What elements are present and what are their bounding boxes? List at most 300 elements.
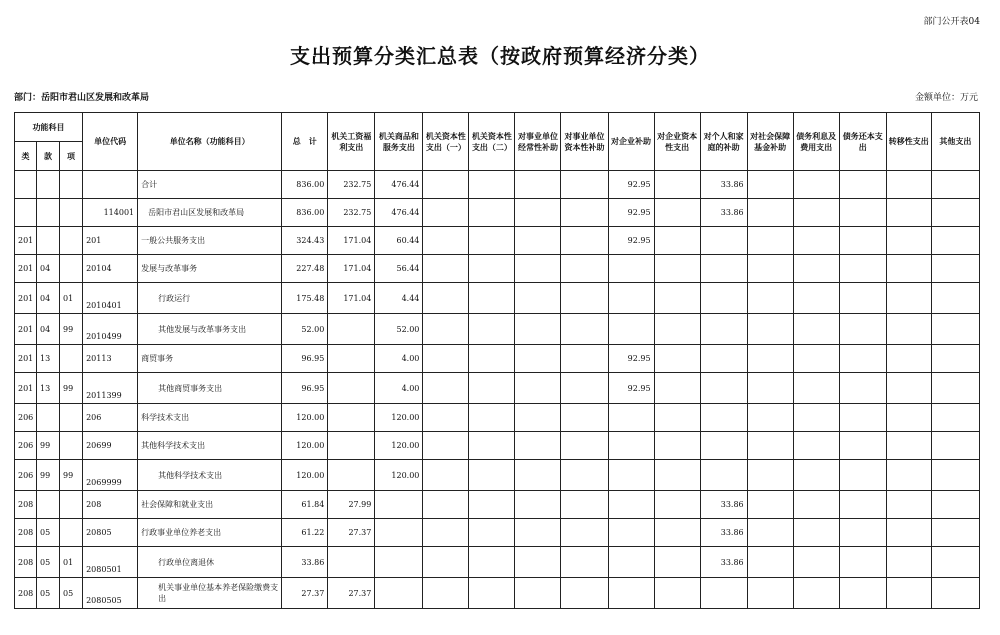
amount-cell xyxy=(469,404,515,432)
total-cell: 96.95 xyxy=(282,345,328,373)
unit-code-cell xyxy=(83,171,138,199)
amount-cell xyxy=(886,460,931,491)
amount-cell xyxy=(700,578,747,609)
lei-cell: 201 xyxy=(15,314,37,345)
amount-cell xyxy=(515,283,561,314)
amount-cell: 4.44 xyxy=(375,283,423,314)
amount-cell: 92.95 xyxy=(608,373,654,404)
total-cell: 61.22 xyxy=(282,519,328,547)
amount-cell xyxy=(886,171,931,199)
lei-cell xyxy=(15,199,37,227)
kuan-cell: 13 xyxy=(37,345,60,373)
amount-cell xyxy=(608,314,654,345)
function-subject-header: 功能科目 xyxy=(15,113,83,142)
amount-cell xyxy=(886,491,931,519)
amount-cell xyxy=(423,404,469,432)
amount-cell xyxy=(469,373,515,404)
amount-cell xyxy=(515,199,561,227)
amount-cell xyxy=(931,578,979,609)
amount-cell xyxy=(793,283,839,314)
amount-cell xyxy=(469,547,515,578)
col-header: 对事业单位经常性补助 xyxy=(515,113,561,171)
amount-cell xyxy=(793,547,839,578)
amount-cell xyxy=(654,432,700,460)
unit-code-cell: 208 xyxy=(83,491,138,519)
amount-cell xyxy=(931,519,979,547)
amount-cell xyxy=(793,227,839,255)
amount-cell xyxy=(886,373,931,404)
amount-cell xyxy=(700,255,747,283)
unit-name-cell: 科学技术支出 xyxy=(138,404,282,432)
unit-code-header: 单位代码 xyxy=(83,113,138,171)
amount-cell xyxy=(793,255,839,283)
amount-cell xyxy=(793,171,839,199)
amount-cell xyxy=(423,227,469,255)
kuan-cell xyxy=(37,404,60,432)
lei-cell xyxy=(15,171,37,199)
amount-cell xyxy=(608,460,654,491)
amount-cell xyxy=(700,404,747,432)
amount-cell: 92.95 xyxy=(608,227,654,255)
kuan-cell: 04 xyxy=(37,314,60,345)
amount-cell xyxy=(561,491,608,519)
amount-cell xyxy=(747,345,793,373)
amount-cell xyxy=(561,199,608,227)
xiang-cell xyxy=(60,199,83,227)
unit-name-cell: 行政事业单位养老支出 xyxy=(138,519,282,547)
lei-cell: 201 xyxy=(15,227,37,255)
table-row xyxy=(15,283,980,314)
amount-cell xyxy=(515,432,561,460)
amount-cell xyxy=(328,345,375,373)
amount-cell: 171.04 xyxy=(328,255,375,283)
kuan-cell xyxy=(37,227,60,255)
amount-cell xyxy=(839,519,886,547)
unit-code-cell: 114001 xyxy=(83,199,138,227)
amount-cell xyxy=(469,314,515,345)
department-label: 部门：岳阳市君山区发展和改革局 xyxy=(14,93,150,103)
amount-cell xyxy=(654,404,700,432)
xiang-cell xyxy=(60,227,83,255)
amount-cell xyxy=(515,171,561,199)
amount-cell xyxy=(654,255,700,283)
amount-cell: 120.00 xyxy=(375,460,423,491)
amount-cell xyxy=(839,199,886,227)
amount-cell xyxy=(608,404,654,432)
unit-name-cell: 一般公共服务支出 xyxy=(138,227,282,255)
amount-cell xyxy=(839,578,886,609)
amount-cell: 27.37 xyxy=(328,519,375,547)
amount-cell: 171.04 xyxy=(328,283,375,314)
table-row xyxy=(15,171,980,199)
amount-cell xyxy=(469,519,515,547)
total-cell: 52.00 xyxy=(282,314,328,345)
amount-cell xyxy=(654,460,700,491)
amount-cell xyxy=(700,460,747,491)
unit-name-cell: 行政运行 xyxy=(138,283,282,314)
amount-cell xyxy=(515,255,561,283)
unit-name-cell: 其他发展与改革事务支出 xyxy=(138,314,282,345)
amount-cell xyxy=(793,491,839,519)
amount-cell xyxy=(423,345,469,373)
amount-cell xyxy=(793,519,839,547)
amount-cell xyxy=(886,199,931,227)
amount-cell: 92.95 xyxy=(608,199,654,227)
amount-cell xyxy=(423,519,469,547)
amount-cell xyxy=(793,432,839,460)
unit-code-cell: 201 xyxy=(83,227,138,255)
unit-code-cell: 20805 xyxy=(83,519,138,547)
amount-cell xyxy=(886,227,931,255)
amount-cell xyxy=(515,314,561,345)
lei-cell: 206 xyxy=(15,432,37,460)
table-row xyxy=(15,255,980,283)
amount-cell xyxy=(654,578,700,609)
page-title: 支出预算分类汇总表（按政府预算经济分类） xyxy=(290,44,710,68)
table-row xyxy=(15,373,980,404)
total-cell: 175.48 xyxy=(282,283,328,314)
amount-cell xyxy=(931,199,979,227)
amount-cell xyxy=(931,373,979,404)
amount-cell xyxy=(793,404,839,432)
table-row xyxy=(15,199,980,227)
amount-cell xyxy=(515,345,561,373)
kuan-cell: 99 xyxy=(37,432,60,460)
amount-cell xyxy=(423,171,469,199)
col-header: 债务还本支出 xyxy=(839,113,886,171)
lei-header: 类 xyxy=(15,142,37,171)
amount-unit-label: 金额单位：万元 xyxy=(914,93,978,103)
amount-cell xyxy=(561,404,608,432)
amount-cell xyxy=(747,460,793,491)
amount-cell xyxy=(747,373,793,404)
amount-cell xyxy=(469,227,515,255)
amount-cell xyxy=(747,519,793,547)
unit-name-cell: 社会保障和就业支出 xyxy=(138,491,282,519)
unit-code-cell: 20113 xyxy=(83,345,138,373)
col-header: 机关资本性支出（一） xyxy=(423,113,469,171)
amount-cell xyxy=(931,314,979,345)
amount-cell xyxy=(747,314,793,345)
amount-cell xyxy=(561,345,608,373)
amount-cell xyxy=(515,491,561,519)
amount-cell xyxy=(469,283,515,314)
amount-cell xyxy=(561,547,608,578)
amount-cell xyxy=(793,578,839,609)
amount-cell: 232.75 xyxy=(328,171,375,199)
amount-cell xyxy=(423,199,469,227)
amount-cell xyxy=(654,227,700,255)
total-cell: 120.00 xyxy=(282,432,328,460)
amount-cell xyxy=(654,373,700,404)
col-header: 对企业补助 xyxy=(608,113,654,171)
unit-code-cell: 2069999 xyxy=(83,460,138,491)
amount-cell xyxy=(515,519,561,547)
amount-cell: 52.00 xyxy=(375,314,423,345)
amount-cell xyxy=(654,283,700,314)
col-header: 对事业单位资本性补助 xyxy=(561,113,608,171)
amount-cell xyxy=(700,227,747,255)
amount-cell xyxy=(839,373,886,404)
unit-name-cell: 机关事业单位基本养老保险缴费支出 xyxy=(138,578,282,609)
lei-cell: 201 xyxy=(15,255,37,283)
amount-cell xyxy=(747,227,793,255)
amount-cell: 171.04 xyxy=(328,227,375,255)
amount-cell xyxy=(886,345,931,373)
amount-cell xyxy=(747,404,793,432)
amount-cell xyxy=(423,432,469,460)
amount-cell xyxy=(423,314,469,345)
amount-cell xyxy=(515,227,561,255)
amount-cell xyxy=(423,491,469,519)
table-number-label: 部门公开表04 xyxy=(923,17,980,27)
amount-cell: 33.86 xyxy=(700,491,747,519)
amount-cell xyxy=(469,460,515,491)
amount-cell xyxy=(793,199,839,227)
amount-cell xyxy=(839,227,886,255)
kuan-cell xyxy=(37,491,60,519)
xiang-header: 项 xyxy=(60,142,83,171)
amount-cell xyxy=(886,255,931,283)
amount-cell xyxy=(561,432,608,460)
amount-cell xyxy=(423,283,469,314)
unit-name-cell: 其他商贸事务支出 xyxy=(138,373,282,404)
amount-cell xyxy=(561,171,608,199)
amount-cell xyxy=(931,345,979,373)
lei-cell: 208 xyxy=(15,578,37,609)
amount-cell xyxy=(886,283,931,314)
xiang-cell xyxy=(60,171,83,199)
unit-code-cell: 2080501 xyxy=(83,547,138,578)
amount-cell: 33.86 xyxy=(700,519,747,547)
amount-cell xyxy=(931,255,979,283)
amount-cell xyxy=(654,171,700,199)
amount-cell xyxy=(700,373,747,404)
kuan-cell: 04 xyxy=(37,255,60,283)
amount-cell xyxy=(423,255,469,283)
xiang-cell xyxy=(60,519,83,547)
unit-code-cell: 2011399 xyxy=(83,373,138,404)
amount-cell xyxy=(793,460,839,491)
unit-name-cell: 行政单位离退休 xyxy=(138,547,282,578)
amount-cell xyxy=(931,460,979,491)
amount-cell xyxy=(561,255,608,283)
amount-cell xyxy=(886,578,931,609)
xiang-cell xyxy=(60,432,83,460)
amount-cell xyxy=(747,432,793,460)
amount-cell xyxy=(375,578,423,609)
amount-cell xyxy=(561,519,608,547)
unit-name-header: 单位名称（功能科目） xyxy=(138,113,282,171)
amount-cell xyxy=(515,578,561,609)
amount-cell xyxy=(469,171,515,199)
unit-name-cell: 岳阳市君山区发展和改革局 xyxy=(138,199,282,227)
table-row xyxy=(15,491,980,519)
col-header: 机关工资福利支出 xyxy=(328,113,375,171)
amount-cell xyxy=(469,199,515,227)
xiang-cell: 05 xyxy=(60,578,83,609)
table-row xyxy=(15,314,980,345)
amount-cell xyxy=(608,432,654,460)
amount-cell xyxy=(375,491,423,519)
xiang-cell: 01 xyxy=(60,547,83,578)
amount-cell xyxy=(886,547,931,578)
amount-cell xyxy=(561,227,608,255)
xiang-cell xyxy=(60,255,83,283)
amount-cell: 33.86 xyxy=(700,171,747,199)
lei-cell: 206 xyxy=(15,404,37,432)
unit-name-cell: 商贸事务 xyxy=(138,345,282,373)
total-cell: 96.95 xyxy=(282,373,328,404)
total-cell: 120.00 xyxy=(282,460,328,491)
xiang-cell: 99 xyxy=(60,314,83,345)
amount-cell xyxy=(931,283,979,314)
col-header: 对社会保障基金补助 xyxy=(747,113,793,171)
amount-cell xyxy=(700,345,747,373)
amount-cell xyxy=(747,283,793,314)
lei-cell: 201 xyxy=(15,283,37,314)
xiang-cell: 99 xyxy=(60,460,83,491)
amount-cell xyxy=(839,314,886,345)
amount-cell xyxy=(886,314,931,345)
amount-cell xyxy=(839,255,886,283)
amount-cell: 476.44 xyxy=(375,171,423,199)
xiang-cell: 99 xyxy=(60,373,83,404)
amount-cell: 92.95 xyxy=(608,345,654,373)
unit-name-cell: 其他科学技术支出 xyxy=(138,432,282,460)
amount-cell xyxy=(515,373,561,404)
amount-cell xyxy=(515,547,561,578)
unit-code-cell: 2010499 xyxy=(83,314,138,345)
total-cell: 27.37 xyxy=(282,578,328,609)
amount-cell xyxy=(654,314,700,345)
amount-cell xyxy=(561,314,608,345)
unit-name-cell: 合计 xyxy=(138,171,282,199)
amount-cell: 33.86 xyxy=(700,199,747,227)
kuan-cell: 99 xyxy=(37,460,60,491)
amount-cell xyxy=(931,227,979,255)
amount-cell: 476.44 xyxy=(375,199,423,227)
amount-cell xyxy=(561,283,608,314)
amount-cell xyxy=(886,432,931,460)
amount-cell xyxy=(328,314,375,345)
col-header: 机关资本性支出（二） xyxy=(469,113,515,171)
amount-cell: 27.37 xyxy=(328,578,375,609)
lei-cell: 208 xyxy=(15,519,37,547)
amount-cell xyxy=(608,283,654,314)
table-row xyxy=(15,460,980,491)
amount-cell: 120.00 xyxy=(375,432,423,460)
amount-cell: 56.44 xyxy=(375,255,423,283)
budget-table xyxy=(14,112,980,609)
amount-cell xyxy=(839,171,886,199)
amount-cell xyxy=(700,283,747,314)
amount-cell: 27.99 xyxy=(328,491,375,519)
amount-cell xyxy=(423,547,469,578)
amount-cell xyxy=(469,255,515,283)
amount-cell xyxy=(561,460,608,491)
amount-cell xyxy=(375,519,423,547)
amount-cell xyxy=(423,460,469,491)
xiang-cell xyxy=(60,345,83,373)
amount-cell xyxy=(747,547,793,578)
total-cell: 120.00 xyxy=(282,404,328,432)
amount-cell xyxy=(654,491,700,519)
amount-cell xyxy=(931,404,979,432)
amount-cell xyxy=(561,373,608,404)
amount-cell xyxy=(328,460,375,491)
col-header: 转移性支出 xyxy=(886,113,931,171)
lei-cell: 201 xyxy=(15,345,37,373)
unit-code-cell: 20104 xyxy=(83,255,138,283)
amount-cell xyxy=(793,373,839,404)
table-row xyxy=(15,345,980,373)
amount-cell xyxy=(469,491,515,519)
lei-cell: 208 xyxy=(15,491,37,519)
table-row xyxy=(15,227,980,255)
amount-cell xyxy=(839,345,886,373)
total-cell: 836.00 xyxy=(282,199,328,227)
amount-cell xyxy=(469,578,515,609)
unit-name-cell: 发展与改革事务 xyxy=(138,255,282,283)
col-header: 机关商品和服务支出 xyxy=(375,113,423,171)
xiang-cell xyxy=(60,491,83,519)
amount-cell: 60.44 xyxy=(375,227,423,255)
total-cell: 227.48 xyxy=(282,255,328,283)
amount-cell xyxy=(747,491,793,519)
amount-cell xyxy=(423,578,469,609)
lei-cell: 201 xyxy=(15,373,37,404)
amount-cell xyxy=(375,547,423,578)
table-row xyxy=(15,578,980,609)
amount-cell xyxy=(839,491,886,519)
unit-code-cell: 2010401 xyxy=(83,283,138,314)
amount-cell xyxy=(839,432,886,460)
col-header: 对个人和家庭的补助 xyxy=(700,113,747,171)
total-cell: 33.86 xyxy=(282,547,328,578)
amount-cell xyxy=(515,404,561,432)
table-row xyxy=(15,519,980,547)
amount-cell xyxy=(839,404,886,432)
xiang-cell xyxy=(60,404,83,432)
kuan-cell: 05 xyxy=(37,578,60,609)
amount-cell: 4.00 xyxy=(375,373,423,404)
total-cell: 836.00 xyxy=(282,171,328,199)
amount-cell: 92.95 xyxy=(608,171,654,199)
col-header: 债务利息及费用支出 xyxy=(793,113,839,171)
amount-cell xyxy=(886,519,931,547)
amount-cell xyxy=(839,283,886,314)
amount-cell xyxy=(931,432,979,460)
amount-cell xyxy=(747,578,793,609)
amount-cell xyxy=(328,432,375,460)
kuan-cell: 05 xyxy=(37,547,60,578)
amount-cell xyxy=(654,519,700,547)
amount-cell xyxy=(328,547,375,578)
amount-cell xyxy=(561,578,608,609)
amount-cell xyxy=(793,345,839,373)
col-header: 对企业资本性支出 xyxy=(654,113,700,171)
amount-cell xyxy=(608,491,654,519)
table-row xyxy=(15,432,980,460)
amount-cell xyxy=(931,547,979,578)
total-cell: 61.84 xyxy=(282,491,328,519)
amount-cell xyxy=(654,547,700,578)
kuan-cell: 05 xyxy=(37,519,60,547)
amount-cell xyxy=(700,432,747,460)
amount-cell xyxy=(469,432,515,460)
amount-cell xyxy=(700,314,747,345)
